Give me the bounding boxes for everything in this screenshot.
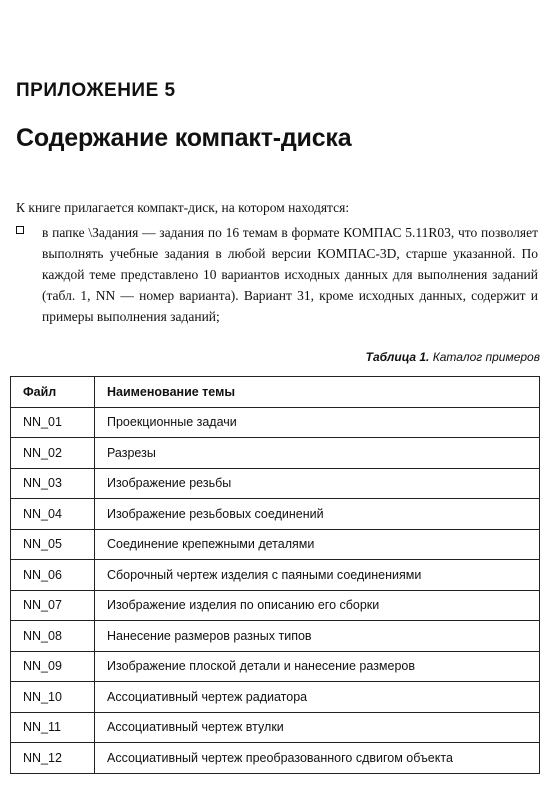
table-row	[11, 499, 540, 530]
file-cell: NN_09	[11, 651, 95, 682]
file-cell: NN_08	[11, 621, 95, 652]
topic-cell: Соединение крепежными деталями	[95, 529, 540, 560]
column-header-topic: Наименование темы	[95, 377, 540, 408]
column-header-file: Файл	[11, 377, 95, 408]
chapter-title: Содержание компакт-диска	[16, 124, 352, 152]
topic-cell: Нанесение размеров разных типов	[95, 621, 540, 652]
file-cell: NN_10	[11, 682, 95, 713]
table-caption-number: Таблица 1.	[365, 350, 430, 364]
file-cell: NN_01	[11, 407, 95, 438]
table-row	[11, 682, 540, 713]
table-caption-title: Каталог примеров	[432, 350, 540, 364]
file-cell: NN_05	[11, 529, 95, 560]
file-cell: NN_04	[11, 499, 95, 530]
file-cell: NN_07	[11, 590, 95, 621]
bullet-item	[16, 222, 538, 327]
topic-cell: Ассоциативный чертеж радиатора	[95, 682, 540, 713]
table-caption	[366, 350, 540, 364]
file-cell: NN_11	[11, 712, 95, 743]
table-row	[11, 651, 540, 682]
table-row	[11, 621, 540, 652]
table-row	[11, 590, 540, 621]
topic-cell: Изображение изделия по описанию его сборки	[95, 590, 540, 621]
table-header-row	[11, 377, 540, 408]
examples-table	[10, 376, 540, 774]
topic-cell: Изображение плоской детали и нанесение размеров	[95, 651, 540, 682]
topic-cell: Ассоциативный чертеж втулки	[95, 712, 540, 743]
table-row	[11, 468, 540, 499]
topic-cell: Изображение резьбовых соединений	[95, 499, 540, 530]
file-cell: NN_06	[11, 560, 95, 591]
table-row	[11, 438, 540, 469]
topic-cell: Разрезы	[95, 438, 540, 469]
file-cell: NN_12	[11, 743, 95, 774]
square-bullet-icon	[16, 226, 24, 234]
file-cell: NN_03	[11, 468, 95, 499]
topic-cell: Изображение резьбы	[95, 468, 540, 499]
file-cell: NN_02	[11, 438, 95, 469]
table-row	[11, 560, 540, 591]
table-row	[11, 407, 540, 438]
bullet-text: в папке \Задания — задания по 16 темам в формате КОМПАС 5.11R03, что позволяет выполнять учебные задания в любой версии КОМПАС-3D, старше указанной. По каждой теме представлено 10 вариантов исходных данных для выполнения заданий (табл. 1, NN — номер варианта). Вариант 31, кроме исходных данных, содержит и примеры выполнения заданий;	[42, 225, 538, 324]
table-row	[11, 712, 540, 743]
intro-paragraph: К книге прилагается компакт-диск, на котором находятся:	[16, 200, 350, 215]
topic-cell: Проекционные задачи	[95, 407, 540, 438]
topic-cell: Сборочный чертеж изделия с паяными соединениями	[95, 560, 540, 591]
table-row	[11, 529, 540, 560]
table-row	[11, 743, 540, 774]
topic-cell: Ассоциативный чертеж преобразованного сдвигом объекта	[95, 743, 540, 774]
appendix-label: ПРИЛОЖЕНИЕ 5	[16, 80, 176, 101]
